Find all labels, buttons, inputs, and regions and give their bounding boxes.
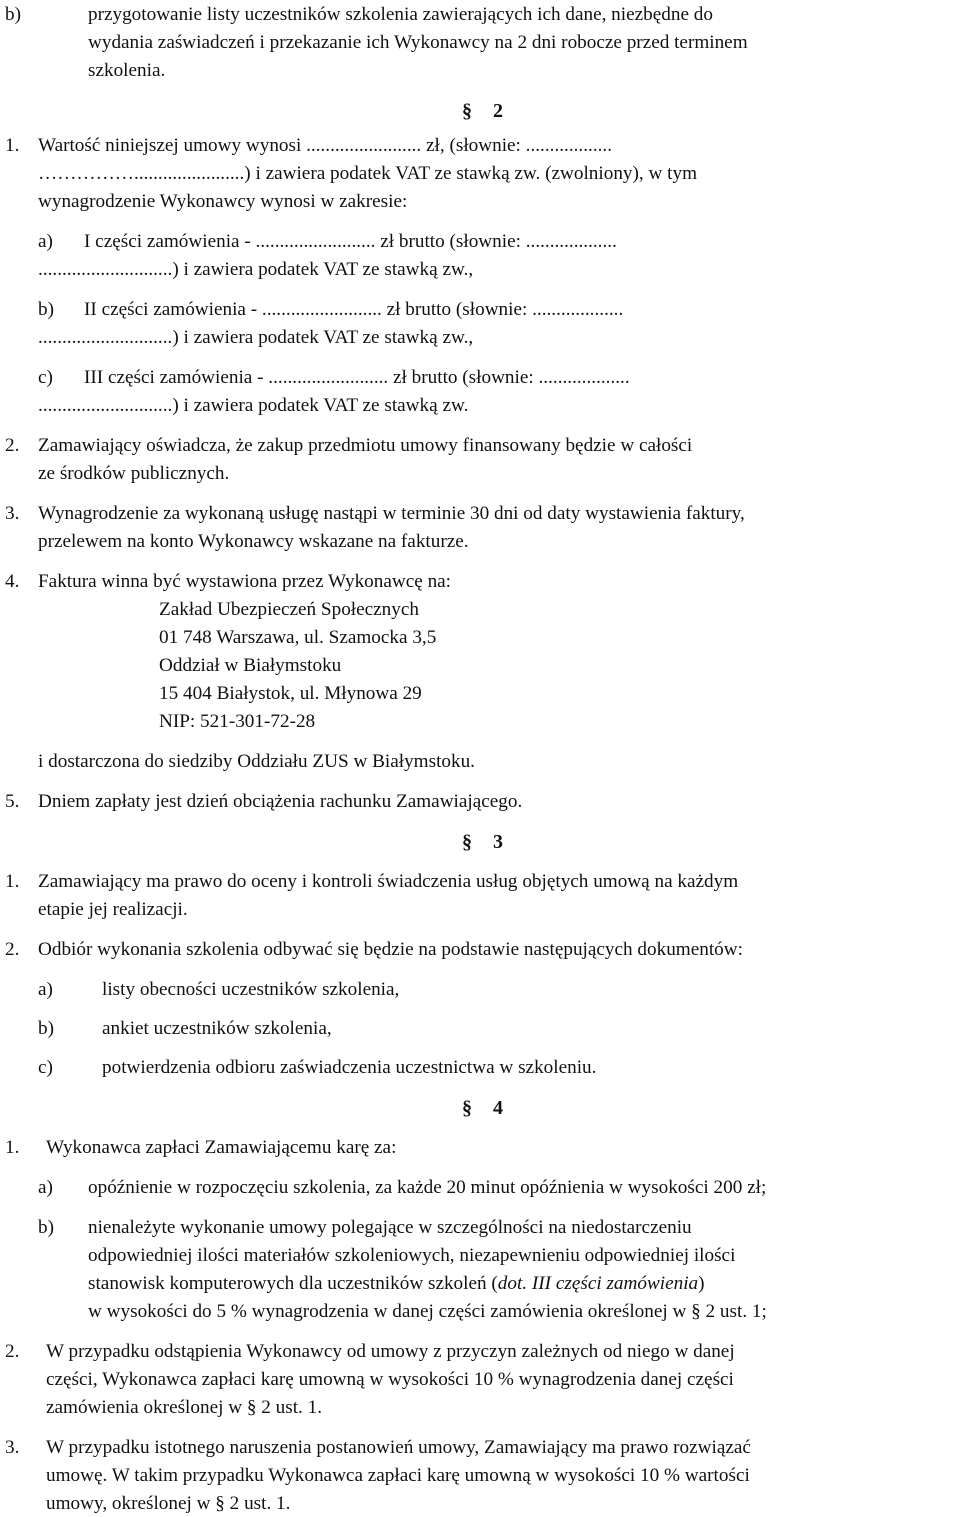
s2-p1-line-2: …………….......................) i zawiera podatek VAT ze stawką zw. (zwolniony), w tym [38, 163, 697, 184]
s2-part-a-line-2: ............................) i zawiera podatek VAT ze stawką zw., [38, 259, 474, 280]
s4-b-line-3 [88, 1272, 956, 1296]
s3-item-a-text: listy obecności uczestników szkolenia, [102, 979, 400, 1000]
s2-p3-line-2: przelewem na konto Wykonawcy wskazane na fakturze. [38, 531, 469, 552]
s4-b-line-3-close: ) [698, 1273, 705, 1294]
s4-p3-line-2: umowę. W takim przypadku Wykonawca zapłaci karę umowną w wysokości 10 % wartości [46, 1465, 750, 1486]
s3-item-a-label: a) [38, 979, 53, 1000]
s3-item-c-label: c) [38, 1057, 53, 1078]
s4-b-line-2: odpowiedniej ilości materiałów szkoleniowych, niezapewnieniu odpowiedniej ilości [88, 1245, 736, 1266]
s4-a-label: a) [38, 1177, 53, 1198]
s2-p1-line-1: Wartość niniejszej umowy wynosi ........................ zł, (słownie: .................. [38, 135, 613, 156]
s4-p1-text: Wykonawca zapłaci Zamawiającemu karę za: [46, 1137, 397, 1158]
s4-a-text: opóźnienie w rozpoczęciu szkolenia, za każde 20 minut opóźnienia w wysokości 200 zł; [88, 1177, 767, 1198]
s2-p1-line-3: wynagrodzenie Wykonawcy wynosi w zakresie: [38, 191, 408, 212]
s2-p2-line-1: Zamawiający oświadcza, że zakup przedmiotu umowy finansowany będzie w całości [38, 435, 693, 456]
s2-p4-tail: i dostarczona do siedziby Oddziału ZUS w Białymstoku. [38, 751, 475, 772]
s4-b-label: b) [38, 1217, 54, 1238]
address-line-3: Oddział w Białymstoku [159, 655, 342, 676]
s3-p1-number: 1. [5, 871, 20, 892]
s2-part-a-label: a) [38, 231, 53, 252]
intro-line-1: przygotowanie listy uczestników szkolenia zawierających ich dane, niezbędne do [88, 4, 713, 25]
s4-p3-line-3: umowy, określonej w § 2 ust. 1. [46, 1493, 291, 1514]
s4-b-line-4: w wysokości do 5 % wynagrodzenia w danej części zamówienia określonej w § 2 ust. 1; [88, 1301, 767, 1322]
s2-p5-number: 5. [5, 791, 20, 812]
s2-part-c-line-2: ............................) i zawiera podatek VAT ze stawką zw. [38, 395, 469, 416]
s2-p2-line-2: ze środków publicznych. [38, 463, 230, 484]
address-line-2: 01 748 Warszawa, ul. Szamocka 3,5 [159, 627, 437, 648]
s3-item-c-text: potwierdzenia odbioru zaświadczenia uczestnictwa w szkoleniu. [102, 1057, 597, 1078]
intro-line-2: wydania zaświadczeń i przekazanie ich Wykonawcy na 2 dni robocze przed terminem [88, 32, 748, 53]
s3-p1-line-2: etapie jej realizacji. [38, 899, 188, 920]
s4-b-line-3-text: stanowisk komputerowych dla uczestników szkoleń ( [88, 1273, 498, 1294]
s2-part-b-line-1: II części zamówienia - ......................... zł brutto (słownie: ................... [84, 299, 624, 320]
address-line-1: Zakład Ubezpieczeń Społecznych [159, 599, 419, 620]
s2-part-c-line-1: III części zamówienia - ......................... zł brutto (słownie: ................... [84, 367, 630, 388]
s2-p4-number: 4. [5, 571, 20, 592]
s3-p1-line-1: Zamawiający ma prawo do oceny i kontroli świadczenia usług objętych umową na każdym [38, 871, 739, 892]
s2-part-b-line-2: ............................) i zawiera podatek VAT ze stawką zw., [38, 327, 474, 348]
s2-p3-line-1: Wynagrodzenie za wykonaną usługę nastąpi w terminie 30 dni od daty wystawienia faktury, [38, 503, 745, 524]
intro-line-3: szkolenia. [88, 60, 166, 81]
s2-p2-number: 2. [5, 435, 20, 456]
s3-item-b-text: ankiet uczestników szkolenia, [102, 1018, 332, 1039]
intro-label: b) [5, 4, 21, 25]
address-line-4: 15 404 Białystok, ul. Młynowa 29 [159, 683, 422, 704]
s3-item-b-label: b) [38, 1018, 54, 1039]
s2-p4-text: Faktura winna być wystawiona przez Wykonawcę na: [38, 571, 452, 592]
s2-part-c-label: c) [38, 367, 53, 388]
s4-b-line-3-italic: dot. III części zamówienia [497, 1273, 699, 1294]
section-4-heading: § 4 [462, 1097, 511, 1119]
s3-p2-text: Odbiór wykonania szkolenia odbywać się będzie na podstawie następujących dokumentów: [38, 939, 743, 960]
s4-p3-number: 3. [5, 1437, 20, 1458]
s4-p1-number: 1. [5, 1137, 20, 1158]
s3-p2-number: 2. [5, 939, 20, 960]
s4-p3-line-1: W przypadku istotnego naruszenia postanowień umowy, Zamawiający ma prawo rozwiązać [46, 1437, 751, 1458]
s4-p2-line-1: W przypadku odstąpienia Wykonawcy od umowy z przyczyn zależnych od niego w danej [46, 1341, 735, 1362]
s2-p3-number: 3. [5, 503, 20, 524]
s2-p1-number: 1. [5, 135, 20, 156]
s4-p2-number: 2. [5, 1341, 20, 1362]
address-line-5: NIP: 521-301-72-28 [159, 711, 316, 732]
s4-b-line-1: nienależyte wykonanie umowy polegające w szczególności na niedostarczeniu [88, 1217, 692, 1238]
section-2-heading: § 2 [462, 100, 511, 122]
s2-part-b-label: b) [38, 299, 54, 320]
s4-p2-line-3: zamówienia określonej w § 2 ust. 1. [46, 1397, 323, 1418]
section-3-heading: § 3 [462, 831, 511, 853]
s2-p5-text: Dniem zapłaty jest dzień obciążenia rachunku Zamawiającego. [38, 791, 523, 812]
s4-p2-line-2: części, Wykonawca zapłaci karę umowną w wysokości 10 % wynagrodzenia danej części [46, 1369, 734, 1390]
s2-part-a-line-1: I części zamówienia - ......................... zł brutto (słownie: ................... [84, 231, 617, 252]
